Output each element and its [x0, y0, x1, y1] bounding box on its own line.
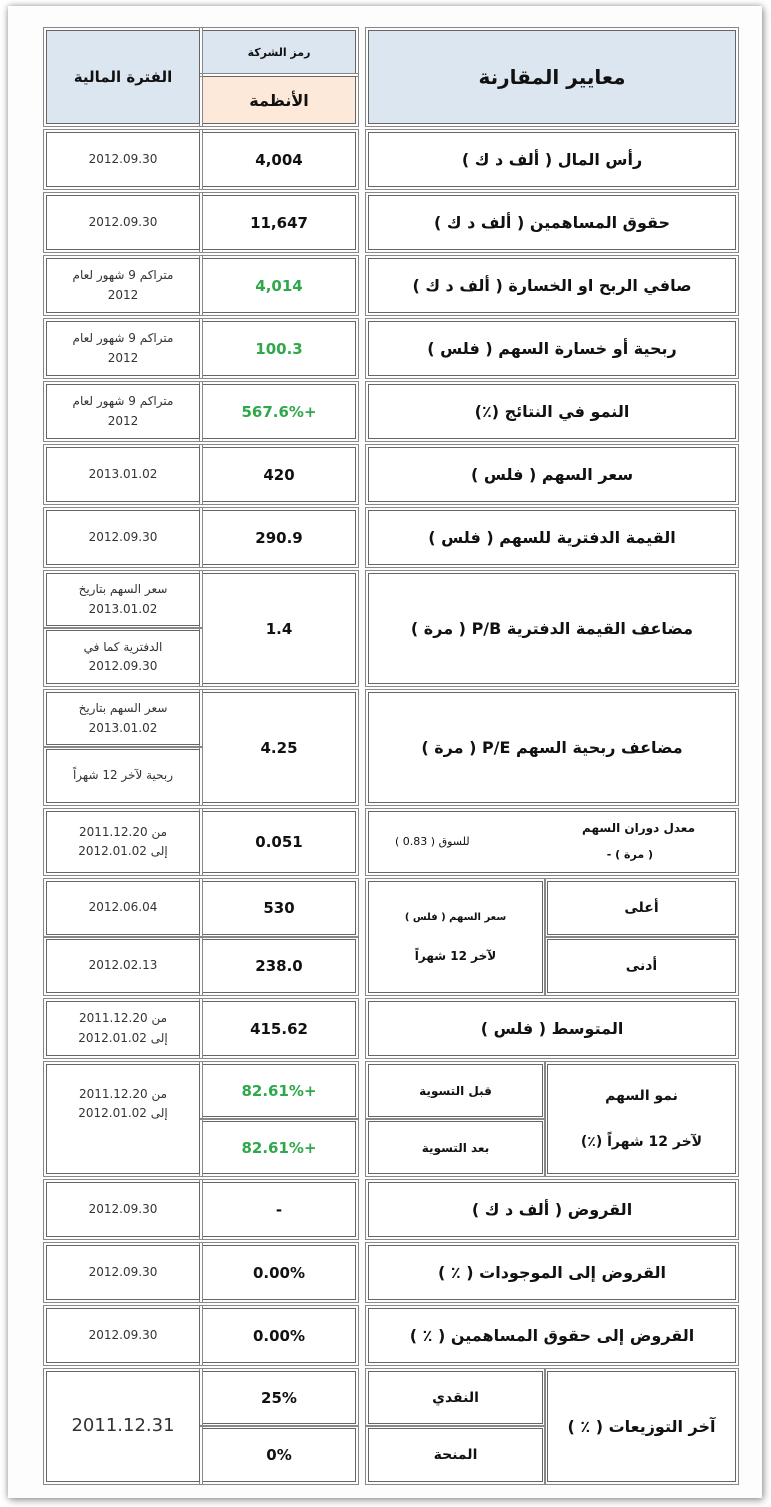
price-label-cell [368, 447, 736, 502]
bonus-dividend-value-cell [202, 1428, 356, 1482]
period-header [46, 30, 200, 124]
equity-value-cell [202, 195, 356, 250]
loans-equity-period: 2012.09.30 [88, 1327, 158, 1342]
pe-label-cell [368, 692, 736, 803]
dividends-label: آخر التوزيعات ( ٪ ) [567, 1417, 716, 1436]
share-growth-label: نمو السهم [605, 1088, 678, 1104]
loans-equity-period-cell [46, 1308, 200, 1363]
average-period-cell [46, 1001, 200, 1056]
loans-assets-value: 0.00% [252, 1263, 306, 1282]
pb-period-b: الدفترية كما في 2012.09.30 [83, 639, 163, 673]
before-adjustment-value-cell [202, 1064, 356, 1117]
turnover-value: 0.051 [255, 833, 303, 851]
range-mid-label: سعر السهم ( فلس ) [404, 911, 507, 923]
net-profit-label-cell [368, 258, 736, 313]
book-value-value: 290.9 [255, 528, 303, 547]
net-profit-period-cell [46, 258, 200, 313]
growth-value-cell [202, 384, 356, 439]
pb-value: 1.4 [265, 619, 293, 638]
company-code-header [202, 30, 356, 74]
eps-period: متراكم 9 شهور لعام 2012 [72, 331, 174, 365]
high-label-cell [547, 881, 736, 935]
price-value: 420 [263, 465, 295, 484]
share-growth-period: من 2011.12.20 إلى 2012.01.02 [78, 1086, 168, 1120]
dividends-period-cell [46, 1371, 200, 1482]
criteria-header [368, 30, 736, 124]
low-label-cell [547, 939, 736, 993]
eps-value-cell [202, 321, 356, 376]
growth-period: متراكم 9 شهور لعام 2012 [72, 394, 174, 428]
price-label: سعر السهم ( فلس ) [470, 465, 634, 484]
loans-assets-label: القروض إلى الموجودات ( ٪ ) [438, 1263, 666, 1282]
pb-label: مضاعف القيمة الدفترية P/B ( مرة ) [410, 619, 694, 638]
book-value-value-cell [202, 510, 356, 565]
capital-period: 2012.09.30 [88, 151, 158, 166]
before-adjustment-value: 82.61%+ [241, 1081, 317, 1100]
share-growth-label-cell [547, 1064, 736, 1174]
pe-period-b-cell [46, 749, 200, 803]
price-period-cell [46, 447, 200, 502]
book-value-label-cell [368, 510, 736, 565]
range-mid-cell [368, 881, 543, 993]
net-profit-label: صافي الربح او الخسارة ( ألف د ك ) [412, 276, 692, 295]
cash-dividend-value: 25% [261, 1388, 297, 1407]
loans-assets-period: 2012.09.30 [88, 1264, 158, 1279]
high-value: 530 [263, 899, 295, 917]
cash-dividend-value-cell [202, 1371, 356, 1424]
capital-value-cell [202, 132, 356, 187]
capital-period-cell [46, 132, 200, 187]
capital-value: 4,004 [255, 150, 303, 169]
loans-label-cell [368, 1182, 736, 1237]
range-mid-period: لآخر 12 شهراً [414, 948, 497, 963]
turnover-period-cell [46, 811, 200, 873]
equity-period: 2012.09.30 [88, 214, 158, 229]
low-label: أدنى [625, 958, 658, 974]
cash-dividend-label-cell [368, 1371, 543, 1424]
eps-label-cell [368, 321, 736, 376]
pe-period-a-cell [46, 692, 200, 745]
high-period-cell [46, 881, 200, 935]
turnover-value-cell [202, 811, 356, 873]
pe-period-a: سعر السهم بتاريخ 2013.01.02 [78, 701, 168, 735]
net-profit-value-cell [202, 258, 356, 313]
company-code-label: رمز الشركة [247, 45, 311, 59]
loans-equity-label-cell [368, 1308, 736, 1363]
eps-period-cell [46, 321, 200, 376]
high-period: 2012.06.04 [88, 900, 158, 915]
growth-value: 567.6%+ [241, 402, 317, 421]
share-growth-period-label: لآخر 12 شهراً (٪) [580, 1134, 703, 1150]
bonus-dividend-value: 0% [266, 1446, 292, 1464]
dividends-period: 2011.12.31 [71, 1415, 175, 1437]
bonus-dividend-label: المنحة [433, 1447, 478, 1463]
book-value-label: القيمة الدفترية للسهم ( فلس ) [428, 528, 676, 547]
loans-assets-period-cell [46, 1245, 200, 1300]
average-period: من 2011.12.20 إلى 2012.01.02 [78, 1011, 168, 1045]
dividends-label-cell [547, 1371, 736, 1482]
growth-label: النمو في النتائج (٪) [474, 402, 630, 421]
eps-value: 100.3 [255, 339, 303, 358]
after-adjustment-label: بعد التسوية [421, 1140, 490, 1155]
after-adjustment-label-cell [368, 1121, 543, 1174]
loans-assets-value-cell [202, 1245, 356, 1300]
average-value-cell [202, 1001, 356, 1056]
average-label: المتوسط ( فلس ) [480, 1019, 624, 1038]
company-name: الأنظمة [249, 90, 309, 110]
criteria-header-label: معايير المقارنة [478, 65, 626, 89]
turnover-unit: ( مرة ) - [606, 848, 653, 861]
equity-value: 11,647 [250, 213, 308, 232]
company-name-cell [202, 76, 356, 124]
after-adjustment-value-cell [202, 1121, 356, 1174]
period-header-label: الفترة المالية [73, 68, 173, 86]
cash-dividend-label: النقدي [432, 1389, 479, 1406]
pb-period-b-cell [46, 630, 200, 684]
pb-period-a: سعر السهم بتاريخ 2013.01.02 [78, 582, 168, 616]
equity-period-cell [46, 195, 200, 250]
high-label: أعلى [624, 900, 659, 916]
loans-assets-label-cell [368, 1245, 736, 1300]
before-adjustment-label-cell [368, 1064, 543, 1117]
pe-value-cell [202, 692, 356, 803]
average-label-cell [368, 1001, 736, 1056]
pb-value-cell [202, 573, 356, 684]
price-value-cell [202, 447, 356, 502]
loans-value-cell [202, 1182, 356, 1237]
pe-period-b: ربحية لآخر 12 شهراً [72, 768, 174, 783]
turnover-market: للسوق ( 0.83 ) [395, 835, 470, 848]
loans-value: - [275, 1200, 283, 1219]
before-adjustment-label: قبل التسوية [419, 1083, 492, 1098]
share-growth-period-cell [46, 1064, 200, 1174]
price-period: 2013.01.02 [88, 466, 158, 481]
growth-period-cell [46, 384, 200, 439]
equity-label-cell [368, 195, 736, 250]
average-value: 415.62 [250, 1019, 308, 1038]
loans-period-cell [46, 1182, 200, 1237]
low-period-cell [46, 939, 200, 993]
eps-label: ربحية أو خسارة السهم ( فلس ) [427, 339, 677, 358]
low-period: 2012.02.13 [88, 958, 158, 973]
pb-label-cell [368, 573, 736, 684]
pb-period-a-cell [46, 573, 200, 626]
low-value-cell [202, 939, 356, 993]
bonus-dividend-label-cell [368, 1428, 543, 1482]
pe-value: 4.25 [260, 738, 298, 757]
loans-equity-value: 0.00% [252, 1326, 306, 1345]
equity-label: حقوق المساهمين ( ألف د ك ) [433, 213, 671, 232]
high-value-cell [202, 881, 356, 935]
turnover-label: معدل دوران السهم [582, 821, 695, 835]
after-adjustment-value: 82.61%+ [241, 1138, 317, 1157]
loans-equity-value-cell [202, 1308, 356, 1363]
capital-label-cell [368, 132, 736, 187]
growth-label-cell [368, 384, 736, 439]
turnover-period: من 2011.12.20 إلى 2012.01.02 [78, 824, 168, 858]
loans-period: 2012.09.30 [88, 1201, 158, 1216]
net-profit-value: 4,014 [255, 276, 303, 295]
book-value-period-cell [46, 510, 200, 565]
capital-label: رأس المال ( ألف د ك ) [461, 150, 643, 169]
loans-equity-label: القروض إلى حقوق المساهمين ( ٪ ) [409, 1326, 695, 1345]
pe-label: مضاعف ربحية السهم P/E ( مرة ) [421, 738, 683, 757]
turnover-label-cell [368, 811, 736, 873]
loans-label: القروض ( ألف د ك ) [471, 1200, 633, 1219]
book-value-period: 2012.09.30 [88, 529, 158, 544]
net-profit-period: متراكم 9 شهور لعام 2012 [72, 268, 174, 302]
low-value: 238.0 [255, 957, 303, 975]
